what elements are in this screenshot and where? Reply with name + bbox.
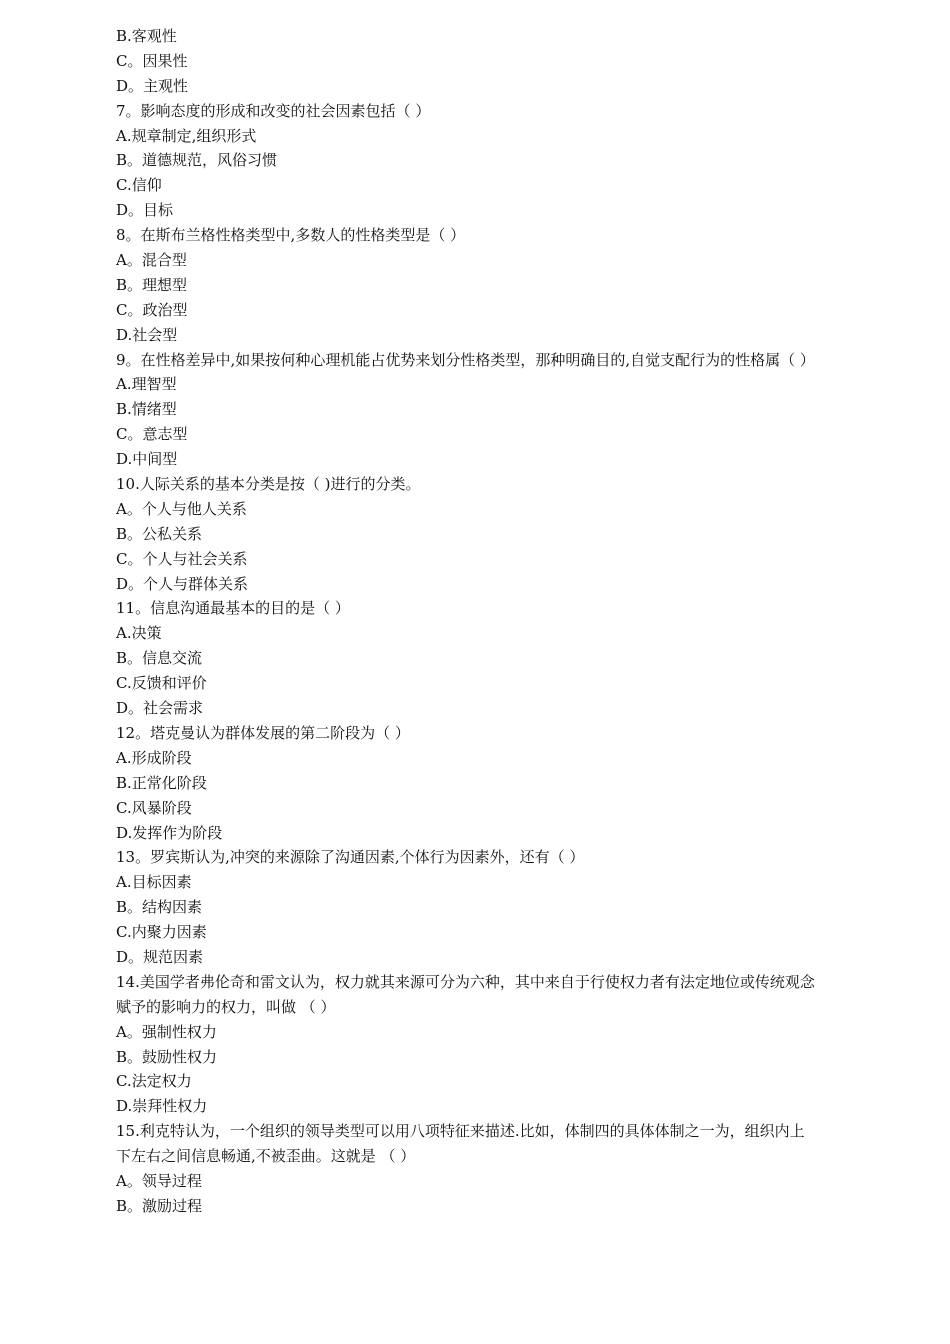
answer-option: A.决策 [116,624,162,643]
answer-option: B。理想型 [116,275,188,294]
answer-option: D.社会型 [116,325,178,344]
answer-option: C。意志型 [116,425,188,444]
answer-option: D。社会需求 [116,699,204,718]
answer-option: C.信仰 [116,176,162,195]
answer-option: A.形成阶段 [116,748,192,767]
answer-option: A.目标因素 [116,873,192,892]
answer-option: C。个人与社会关系 [116,549,248,568]
answer-option: C.风暴阶段 [116,798,192,817]
answer-option: C。因果性 [116,51,188,70]
answer-option: B。信息交流 [116,649,203,668]
answer-option: D.崇拜性权力 [116,1097,208,1116]
answer-option: A.规章制定,组织形式 [116,126,257,145]
answer-option: A。领导过程 [116,1171,202,1190]
answer-option: D。目标 [116,201,174,220]
question-text: 7。影响态度的形成和改变的社会因素包括（ ） [116,101,431,120]
question-text: 11。信息沟通最基本的目的是（ ） [116,599,350,618]
answer-option: B.情绪型 [116,400,177,419]
answer-option: D.发挥作为阶段 [116,823,223,842]
answer-option: C.内聚力因素 [116,923,207,942]
answer-option: A.理智型 [116,375,177,394]
question-text: 9。在性格差异中,如果按何种心理机能占优势来划分性格类型，那种明确目的,自觉支配行为的性格属（ ） [116,350,815,369]
question-text: 15.利克特认为，一个组织的领导类型可以用八项特征来描述.比如，体制四的具体体制之一为，组织内上 [116,1122,805,1141]
answer-option: B。公私关系 [116,524,203,543]
answer-option: B。激励过程 [116,1196,203,1215]
question-text: 10.人际关系的基本分类是按（ )进行的分类。 [116,475,421,494]
question-text-continued: 下左右之间信息畅通,不被歪曲。这就是 （ ） [116,1147,416,1166]
question-text: 12。塔克曼认为群体发展的第二阶段为（ ） [116,723,410,742]
answer-option: D。主观性 [116,76,189,95]
answer-option: C.法定权力 [116,1072,192,1091]
answer-option: B.正常化阶段 [116,773,207,792]
answer-option: A。强制性权力 [116,1022,217,1041]
answer-option: A。个人与他人关系 [116,499,247,518]
question-text-continued: 赋予的影响力的权力，叫做 （ ） [116,997,336,1016]
answer-option: D。规范因素 [116,947,204,966]
answer-option: D。个人与群体关系 [116,574,249,593]
question-text: 14.美国学者弗伦奇和雷文认为，权力就其来源可分为六种，其中来自于行使权力者有法定地位或传统观念 [116,972,815,991]
document-page [116,24,896,1219]
answer-option: C.反馈和评价 [116,674,207,693]
question-text: 8。在斯布兰格性格类型中,多数人的性格类型是（ ） [116,226,466,245]
question-text: 13。罗宾斯认为,冲突的来源除了沟通因素,个体行为因素外，还有（ ） [116,848,585,867]
answer-option: B。结构因素 [116,898,203,917]
answer-option: A。混合型 [116,251,187,270]
answer-option: B。道德规范，风俗习惯 [116,151,278,170]
answer-option: B.客观性 [116,27,177,45]
answer-option: B。鼓励性权力 [116,1047,218,1066]
answer-option: D.中间型 [116,450,178,469]
answer-option: C。政治型 [116,300,188,319]
